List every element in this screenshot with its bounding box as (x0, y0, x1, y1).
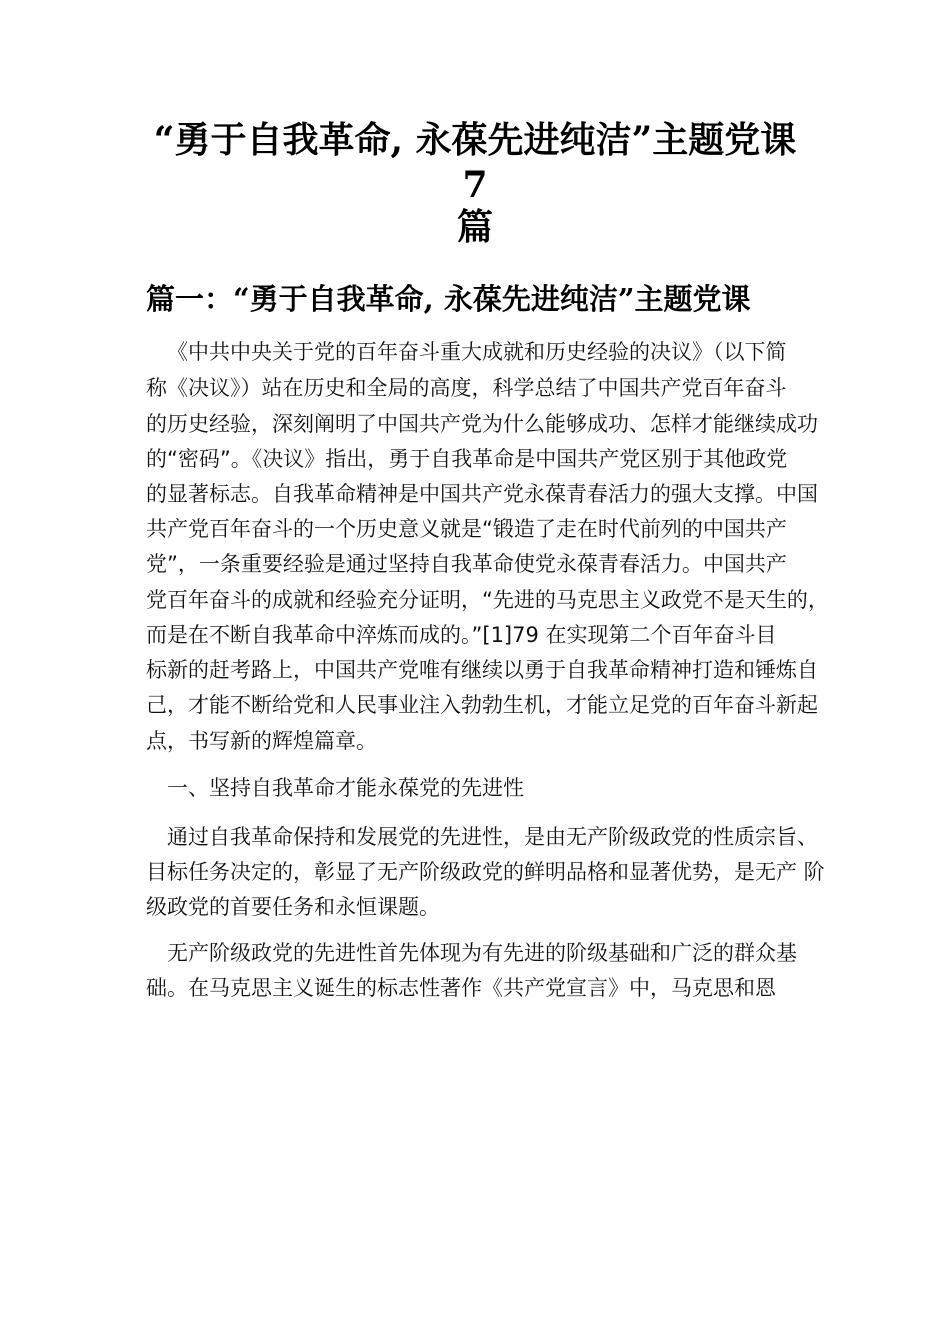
paragraph-line: 《中共中央关于党的百年奋斗重大成就和历史经验的决议》（以下简 (167, 340, 787, 364)
document-title-line-3: 篇 (456, 206, 493, 248)
paragraph-line: 而是在不断自我革命中淬炼而成的。”[1]79 在实现第二个百年奋斗目 (146, 623, 777, 647)
paragraph-line: 目标任务决定的，彰显了无产阶级政党的鲜明品格和显著优势，是无产 阶 (146, 860, 825, 884)
paragraph-line: 级政党的首要任务和永恒课题。 (146, 895, 440, 919)
section-heading: 篇一：“勇于自我革命, 永葆先进纯洁”主题党课 (146, 282, 751, 316)
paragraph-line: 共产党百年奋斗的一个历史意义就是“锻造了走在时代前列的中国共产 (146, 517, 787, 541)
paragraph-line: 党”，一条重要经验是通过坚持自我革命使党永葆青春活力。中国共产 (146, 552, 787, 576)
document-title-line-2: 7 (462, 164, 488, 206)
paragraph-line: 的显著标志。自我革命精神是中国共产党永葆青春活力的强大支撑。中国 (146, 482, 818, 506)
paragraph-line: 通过自我革命保持和发展党的先进性，是由无产阶级政党的性质宗旨、 (167, 825, 818, 849)
paragraph-line: 党百年奋斗的成就和经验充分证明，“先进的马克思主义政党不是天生的， (146, 588, 829, 612)
subheading-1: 一、坚持自我革命才能永葆党的先进性 (167, 776, 524, 800)
document-title-line-1: “勇于自我革命, 永葆先进纯洁”主题党课 (153, 119, 797, 161)
paragraph-line: 的历史经验，深刻阐明了中国共产党为什么能够成功、怎样才能继续成功 (146, 412, 818, 436)
paragraph-line: 称《决议》）站在历史和全局的高度，科学总结了中国共产党百年奋斗 (146, 376, 787, 400)
paragraph-line: 标新的赶考路上，中国共产党唯有继续以勇于自我革命精神打造和锤炼自 (146, 658, 818, 682)
paragraph-line: 点，书写新的辉煌篇章。 (146, 729, 377, 753)
paragraph-line: 础。在马克思主义诞生的标志性著作《共产党宣言》中，马克思和恩 (146, 976, 776, 1000)
paragraph-line: 无产阶级政党的先进性首先体现为有先进的阶级基础和广泛的群众基 (167, 941, 797, 965)
paragraph-line: 己，才能不断给党和人民事业注入勃勃生机，才能立足党的百年奋斗新起 (146, 693, 818, 717)
paragraph-line: 的“密码”。《决议》指出，勇于自我革命是中国共产党区别于其他政党 (146, 447, 788, 471)
